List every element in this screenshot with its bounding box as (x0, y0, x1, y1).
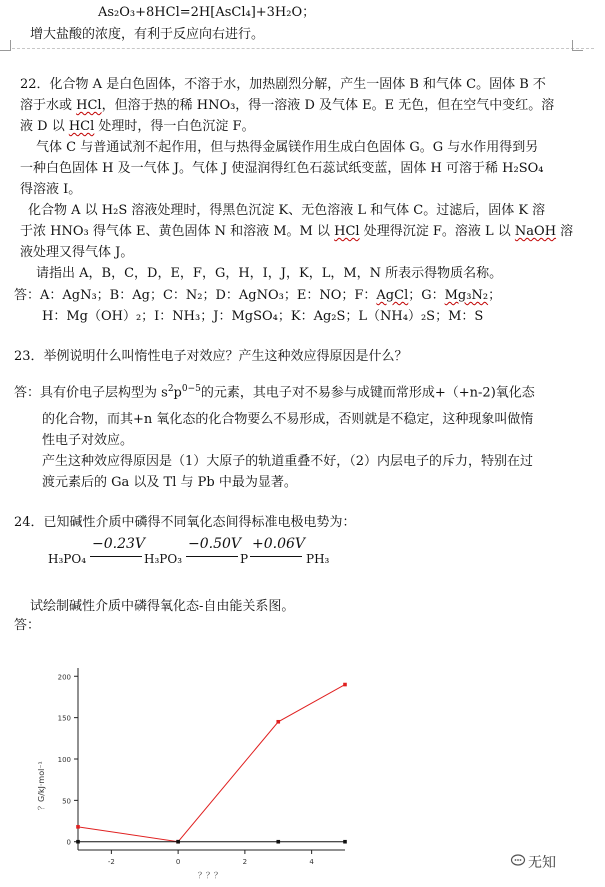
arrow-line-1 (90, 556, 142, 557)
q22-answer-text: H：Mg（OH）₂；I：NH₃；J：MgSO₄；K：Ag₂S；L（NH₄）₂S；M：S (42, 309, 484, 324)
q23-superscript: 0−5 (181, 384, 201, 394)
x-axis-label: ？？？ (198, 871, 222, 880)
x-tick-label: 4 (309, 858, 314, 866)
q22-text: 处理时，得一白色沉淀 F。 (94, 119, 255, 134)
note-text: 增大盐酸的浓度，有利于反应向右进行。 (30, 27, 265, 42)
y-tick-label: 0 (66, 838, 71, 847)
q22-mg3n2: Mg₃N₂ (444, 288, 489, 303)
q22-text: 22．化合物 A 是白色固体，不溶于水，加热剧烈分解，产生一固体 B 和气体 C。固体 B 不 (20, 77, 546, 92)
q23-question (14, 348, 408, 366)
q23-text: 答：具有价电子层构型为 s (14, 385, 168, 401)
y-tick-label: 100 (57, 756, 71, 764)
q22-text: 于浓 HNO₃ 得气体 E、黄色固体 N 和溶液 M。M 以 (20, 224, 335, 239)
data-point (276, 720, 280, 724)
corner-mark-left (0, 40, 11, 51)
q22-text: 请指出 A，B，C，D，E，F，G，H，I，J，K，L，M，N 所表示得物质名称。 (36, 266, 503, 281)
q22-text: 液 D 以 (20, 119, 69, 134)
species-p: P (240, 552, 249, 566)
data-point (343, 840, 347, 844)
data-point (276, 840, 280, 844)
q22-line-5 (20, 160, 543, 178)
arrow-line-2 (186, 556, 238, 557)
q22-line-6 (20, 181, 81, 199)
q22-line-7 (28, 202, 545, 220)
q23-text: 的元素，其电子对不易参与成键而常形成+（+n-2)氧化态 (200, 385, 535, 401)
q24-text: 试绘制碱性介质中磷得氧化态-自由能关系图。 (30, 599, 295, 614)
q23-answer-1 (14, 380, 535, 402)
potential-1: −0.23V (92, 536, 146, 552)
series-line-0 (78, 685, 345, 842)
q22-hcl: HCl (76, 98, 102, 113)
q24-task (30, 598, 294, 616)
x-tick-label: 2 (242, 858, 248, 866)
q23-answer-2 (42, 411, 533, 429)
species-h3po4: H₃PO₄ (48, 552, 86, 566)
chat-bubble-icon (510, 852, 526, 868)
q23-text: 23．举例说明什么叫惰性电子对效应？产生这种效应得原因是什么？ (14, 349, 408, 364)
q22-line-1 (20, 76, 546, 94)
q23-text: 性电子对效应。 (42, 433, 134, 448)
y-axis-label: ？G/kJ·mol⁻¹ (37, 761, 46, 810)
arrow-line-3 (250, 556, 302, 557)
q22-line-4 (36, 139, 538, 157)
q24-question (14, 514, 356, 532)
y-tick-label: 150 (57, 714, 71, 723)
q22-answer-text: 答：A：AgN₃；B：Ag；C：N₂；D：AgNO₃；E：NO；F： (14, 288, 377, 303)
note-line (30, 26, 264, 44)
x-tick-label: -2 (107, 858, 115, 866)
q22-text: 液处理又得气体 J。 (20, 245, 134, 260)
q22-hcl: HCl (68, 119, 95, 134)
q24-answer (14, 617, 40, 635)
q23-answer-4 (42, 453, 533, 471)
x-tick-label: 0 (175, 858, 181, 866)
y-tick-label: 200 (57, 673, 71, 682)
q22-line-9 (20, 244, 133, 262)
q23-answer-5 (42, 474, 297, 492)
equation-text: As₂O₃+8HCl=2H[AsCl₄]+3H₂O； (98, 5, 316, 20)
q23-text: 的化合物，而其+n 氧化态的化合物要么不易形成，否则就是不稳定，这种现象叫做惰 (42, 412, 534, 427)
q22-text: 溶 (556, 224, 574, 239)
q23-text: 渡元素后的 Ga 以及 Tl 与 Pb 中最为显著。 (42, 475, 297, 490)
q24-text: 答： (14, 618, 41, 633)
q22-line-8 (20, 223, 573, 241)
q22-answer-text: ； (488, 288, 502, 303)
potential-2: −0.50V (188, 536, 242, 552)
q22-text: 处理得沉淀 F。溶液 L 以 (359, 224, 515, 239)
q22-text: 气体 C 与普通试剂不起作用，但与热得金属镁作用生成白色固体 G。G 与水作用得到另 (36, 140, 539, 155)
q23-text: 产生这种效应得原因是（1）大原子的轨道重叠不好，（2）内层电子的斥力，特别在过 (42, 454, 534, 469)
q22-answer-2 (42, 308, 483, 326)
y-tick-label: 50 (62, 797, 71, 806)
q23-text: p (173, 385, 182, 401)
q22-text: 一种白色固体 H 及一气体 J。气体 J 使湿润得红色石蕊试纸变蓝，固体 H 可溶于稀 H₂SO₄ (20, 161, 544, 176)
species-h3po3: H₃PO₃ (144, 552, 182, 566)
q22-text: 得溶液 I。 (20, 182, 82, 197)
data-point (76, 840, 80, 844)
q24-text: 24．已知碱性介质中磷得不同氧化态间得标准电极电势为： (14, 515, 356, 530)
potential-3: +0.06V (252, 536, 306, 552)
q23-answer-3 (42, 432, 133, 450)
chart-axes (58, 668, 345, 866)
q22-line-3 (20, 118, 255, 136)
q22-line-2 (20, 97, 554, 115)
q22-text: ，但溶于热的稀 HNO₃，得一溶液 D 及气体 E。E 无色，但在空气中变红。溶 (101, 98, 555, 113)
data-point (76, 825, 80, 829)
equation-line (98, 4, 315, 22)
free-energy-chart (0, 650, 380, 880)
page-divider (12, 48, 594, 50)
q22-line-10 (36, 265, 502, 283)
corner-mark-right (572, 40, 583, 51)
data-point (176, 840, 180, 844)
q23-superscript: 2 (167, 384, 174, 394)
species-ph3: PH₃ (306, 552, 330, 566)
q22-answer-text: ；G： (408, 288, 445, 303)
q22-text: 溶于水或 (20, 98, 77, 113)
q22-text: 化合物 A 以 H₂S 溶液处理时，得黑色沉淀 K、无色溶液 L 和气体 C。过滤后，固体 K 溶 (28, 203, 546, 218)
watermark-text: 无知 (528, 855, 556, 871)
q22-naoh: NaOH (514, 224, 557, 239)
q22-hcl: HCl (334, 224, 360, 239)
q22-answer-1 (14, 287, 501, 305)
q22-agcl: AgCl (376, 288, 409, 303)
data-point (343, 683, 347, 687)
chart-series (76, 683, 347, 844)
